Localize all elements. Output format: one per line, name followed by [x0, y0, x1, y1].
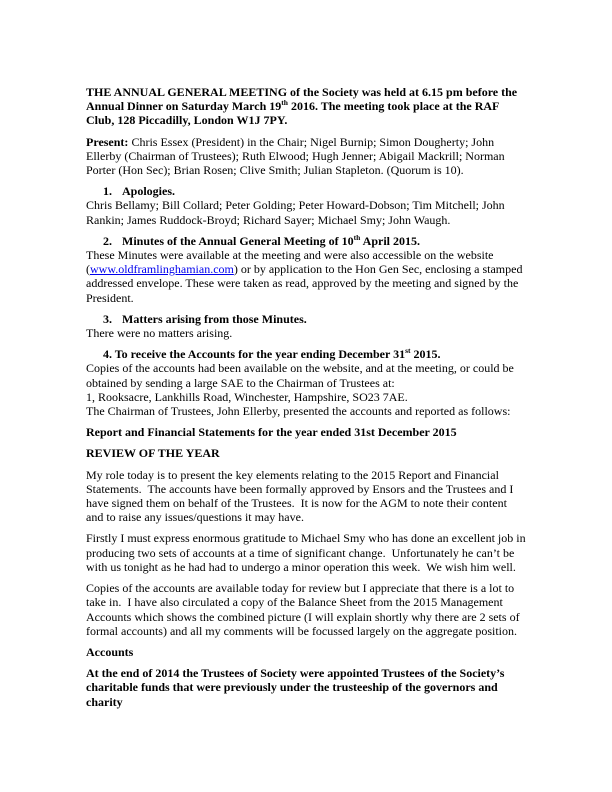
text-run: Copies of the accounts are available today for review but I appreciate that there is a lot to take in. I have also circulated a copy of the Balance Sheet from the 2015 Management Accounts which shows the combined picture (I will explain shortly why there are 2 sets of formal accounts) and all my comments will be focussed largely on the aggregate position. [86, 581, 523, 638]
text-run: Accounts [86, 644, 134, 659]
text-run: Matters arising from those Minutes. [122, 311, 307, 326]
text-run: April 2015. [360, 233, 420, 248]
text-run: Chris Bellamy; Bill Collard; Peter Golding; Peter Howard-Dobson; Tim Mitchell; John Rankin; James Ruddock-Broyd; Richard Sayer; Michael Smy; John Waugh. [86, 198, 508, 227]
text-run: There were no matters arising. [86, 326, 233, 341]
opening-paragraph [86, 85, 526, 128]
review-of-year-heading [86, 446, 526, 460]
trustees-appointment-paragraph [86, 666, 526, 709]
item-3-matters-heading [86, 312, 526, 326]
item-1-apologies-heading [86, 184, 526, 198]
website-link[interactable]: www.oldframlinghamian.com [90, 262, 234, 277]
accounts-heading [86, 645, 526, 659]
text-run: At the end of 2014 the Trustees of Society were appointed Trustees of the Society’s charitable funds that were previously under the trusteeship of the governors and charity [86, 666, 508, 709]
accounts-availability-paragraph [86, 361, 526, 418]
no-matters-paragraph [86, 326, 526, 340]
text-run: These Minutes were available at the meeting and were also accessible on the website ( [86, 248, 497, 277]
report-statements-heading [86, 425, 526, 439]
gratitude-paragraph [86, 531, 529, 574]
text-run: THE ANNUAL GENERAL MEETING of the Society was held at 6.15 pm before the Annual Dinner on Saturday March 19 [86, 85, 520, 114]
item-2-minutes-heading [86, 234, 526, 248]
text-run: 2016. The meeting took place at the RAF Club, 128 Piccadilly, London W1J 7PY. [86, 99, 502, 128]
ordinal-superscript: th [353, 232, 361, 242]
item-4-accounts-heading [86, 347, 526, 361]
list-number: 1. [103, 184, 112, 199]
text-run: Apologies. [122, 184, 176, 199]
text-run: 2015. [410, 347, 441, 362]
text-run: 4. To receive the Accounts for the year ending December 31 [103, 347, 406, 362]
list-number: 2. [103, 233, 112, 248]
text-run: Minutes of the Annual General Meeting of 10 [122, 233, 354, 248]
text-run: Copies of the accounts had been available on the website, and at the meeting, or could be obtained by sending a large SAE to the Chairman of Trustees at: [86, 361, 517, 390]
ordinal-superscript: th [281, 98, 288, 108]
apologies-names-paragraph [86, 198, 526, 226]
present-paragraph [86, 135, 526, 178]
minutes-paragraph [86, 248, 526, 305]
text-run: REVIEW OF THE YEAR [86, 446, 220, 461]
text-run: My role today is to present the key elements relating to the 2015 Report and Financial Statements. The accounts have been formally approved by Ensors and the Trustees and I have signed them on behalf of the Trustees. It is now for the AGM to note their content and to raise any issues/questions it may have. [86, 467, 517, 525]
role-paragraph [86, 468, 526, 525]
text-run: Firstly I must express enormous gratitude to Michael Smy who has done an excellent job in producing two sets of accounts at a time of significant change. Unfortunately he can’t be with us tonight as he had had to undergo a minor operation this week. We wish him well. [86, 531, 529, 574]
document-body [86, 85, 529, 709]
list-number: 3. [103, 311, 112, 326]
text-run: Present: [86, 134, 129, 149]
text-run: ) or by application to the Hon Gen Sec, enclosing a stamped addressed envelope. These were taken as read, approved by the meeting and signed by the President. [86, 262, 526, 305]
text-run: Chris Essex (President) in the Chair; Nigel Burnip; Simon Dougherty; John Ellerby (Chairman of Trustees); Ruth Elwood; Hugh Jenner; Abigail Mackrill; Norman Porter (Hon Sec); Brian Rosen; Clive Smith; Julian Stapleton. (Quorum is 10). [86, 134, 508, 178]
text-run: Report and Financial Statements for the year ended 31st December 2015 [86, 425, 457, 440]
balance-sheet-paragraph [86, 581, 526, 638]
text-run: The Chairman of Trustees, John Ellerby, presented the accounts and reported as follows: [86, 404, 511, 419]
text-run: 1, Rooksacre, Lankhills Road, Winchester, Hampshire, SO23 7AE. [86, 389, 408, 404]
ordinal-superscript: st [405, 346, 411, 356]
